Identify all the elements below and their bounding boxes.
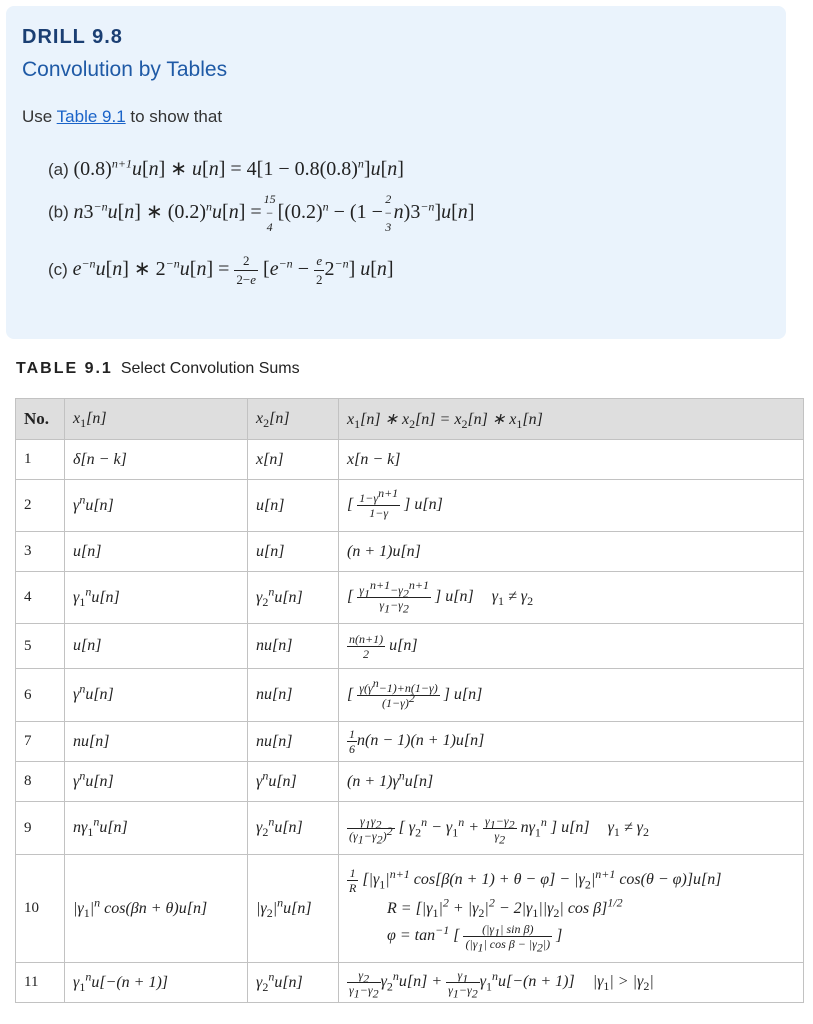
part-c bbox=[48, 252, 394, 289]
table-row bbox=[16, 440, 804, 480]
part-c-label: (c) bbox=[48, 260, 68, 280]
x1-cell: u[n] bbox=[65, 624, 248, 669]
x1-cell: $\gamma_1^nu[-(n + 1)]$ bbox=[65, 963, 248, 1003]
x1-cell: u[n] bbox=[65, 532, 248, 572]
drill-label: DRILL 9.8 bbox=[22, 26, 123, 48]
x1-cell: nu[n] bbox=[65, 722, 248, 762]
table-row bbox=[16, 669, 804, 722]
x1-cell: $\gamma^nu[n]$ bbox=[65, 480, 248, 532]
x1-cell: $n\gamma_1^nu[n]$ bbox=[65, 802, 248, 855]
x2-cell: x[n] bbox=[248, 440, 339, 480]
header-x2: $x_2[n]$ bbox=[248, 399, 339, 440]
header-conv: $x_1[n]$ ∗ $x_2[n] = x_2[n]$ ∗ $x_1[n]$ bbox=[339, 399, 804, 440]
header-x1: $x_1[n]$ bbox=[65, 399, 248, 440]
result-cell: (n + 1)u[n] bbox=[339, 532, 804, 572]
x2-cell: $\gamma_2^nu[n]$ bbox=[248, 963, 339, 1003]
row-number: 1 bbox=[16, 440, 65, 480]
part-b-equation: $n3^{-n}u[n]$ ∗ $(0.2)^nu[n]$ = 15 − 4 [$(0.2)^n - (1$ − 2 − 3 $n)3^{-n}]u[n]$ bbox=[73, 192, 475, 234]
x2-cell: nu[n] bbox=[248, 669, 339, 722]
result-cell: $(n + 1)\gamma^nu[n]$ bbox=[339, 762, 804, 802]
x2-cell: nu[n] bbox=[248, 624, 339, 669]
x2-cell: nu[n] bbox=[248, 722, 339, 762]
x1-cell: $\gamma^nu[n]$ bbox=[65, 762, 248, 802]
x2-cell: $\gamma_2^nu[n]$ bbox=[248, 572, 339, 624]
intro-suffix: to show that bbox=[125, 107, 223, 126]
row-number: 10 bbox=[16, 855, 65, 963]
result-cell: $\frac{n(n+1)}{2}$ u[n] bbox=[339, 624, 804, 669]
part-c-equation: $e^{-n}u[n]$ ∗ $2^{-n}u[n]$ = $\frac{2}{2-e}$ [$e^{-n}$ − $\frac{e}{2}$ $2^{-n}$] u[n] bbox=[72, 253, 394, 287]
result-cell: $\frac{\gamma_1\gamma_2}{(\gamma_1-\gamma_2)^2}$ [ $\gamma_2^n - \gamma_1^n$ + $\frac{\gamma_1-\gamma_2}{\gamma_2}$ $n\gamma_1^n$ ] u[n] $\gamma_1 \ne \gamma_2$ bbox=[339, 802, 804, 855]
table-row bbox=[16, 963, 804, 1003]
row-number: 9 bbox=[16, 802, 65, 855]
table-caption bbox=[16, 360, 300, 378]
result-cell: $\frac{\gamma_2}{\gamma_1-\gamma_2}$ $\gamma_2^nu[n]$ + $\frac{\gamma_1}{\gamma_1-\gamma_2}$ $\gamma_1^nu[-(n + 1)] |\gamma_1| > |\gamma_2|$ bbox=[339, 963, 804, 1003]
table-row bbox=[16, 855, 804, 963]
row-number: 6 bbox=[16, 669, 65, 722]
part-a-label: (a) bbox=[48, 160, 69, 179]
row-number: 7 bbox=[16, 722, 65, 762]
drill-intro bbox=[22, 107, 222, 127]
x1-cell: $|\gamma_1|^n$ cos(βn + θ)u[n] bbox=[65, 855, 248, 963]
row-number: 2 bbox=[16, 480, 65, 532]
table-row bbox=[16, 762, 804, 802]
convolution-table bbox=[15, 398, 804, 1003]
x2-cell: $\gamma_2^nu[n]$ bbox=[248, 802, 339, 855]
row-number: 4 bbox=[16, 572, 65, 624]
drill-title: Convolution by Tables bbox=[22, 58, 228, 81]
x1-cell: δ[n − k] bbox=[65, 440, 248, 480]
drill-box bbox=[6, 6, 786, 339]
table-row bbox=[16, 802, 804, 855]
x2-cell: u[n] bbox=[248, 532, 339, 572]
header-no: No. bbox=[16, 399, 65, 440]
row-number: 3 bbox=[16, 532, 65, 572]
table-row bbox=[16, 572, 804, 624]
table-row bbox=[16, 532, 804, 572]
table-title: Select Convolution Sums bbox=[120, 360, 300, 377]
x2-cell: u[n] bbox=[248, 480, 339, 532]
table-row bbox=[16, 624, 804, 669]
row-number: 8 bbox=[16, 762, 65, 802]
x1-cell: $\gamma_1^nu[n]$ bbox=[65, 572, 248, 624]
row-number: 11 bbox=[16, 963, 65, 1003]
row-number: 5 bbox=[16, 624, 65, 669]
x1-cell: $\gamma^nu[n]$ bbox=[65, 669, 248, 722]
intro-prefix: Use bbox=[22, 107, 57, 126]
x2-cell: $\gamma^nu[n]$ bbox=[248, 762, 339, 802]
x2-cell: $|\gamma_2|^nu[n]$ bbox=[248, 855, 339, 963]
part-a bbox=[48, 156, 404, 181]
table-row bbox=[16, 480, 804, 532]
result-cell: [ $\frac{\gamma(\gamma^n-1)+n(1-\gamma)}{(1-\gamma)^2}$ ] u[n] bbox=[339, 669, 804, 722]
result-cell: $\frac{1}{6}$ n(n − 1)(n + 1)u[n] bbox=[339, 722, 804, 762]
result-cell: [ $\frac{1-\gamma^{n+1}}{1-\gamma}$ ] u[n] bbox=[339, 480, 804, 532]
result-cell: x[n − k] bbox=[339, 440, 804, 480]
table-row bbox=[16, 722, 804, 762]
table-header-row bbox=[16, 399, 804, 440]
result-cell: [ $\frac{\gamma_1^{n+1}-\gamma_2^{n+1}}{\gamma_1-\gamma_2}$ ] u[n] $\gamma_1 \ne \gamma_2$ bbox=[339, 572, 804, 624]
result-cell: $\frac{1}{R}$ [$|\gamma_1|^{n+1}$ $\cos[\beta(n + 1) + \theta - \varphi] - |\gamma_2|^{n+1}$ cos(θ − φ)]u[n] $R = [|\gamma_1|^2 + |\gamma_2|^2 - 2|\gamma_1||\gamma_2|$ cos β]$^{1/2}$ $\varphi = \tan^{-1}$ [ $\frac{(|\gamma_1| \sin \beta)}{(|\gamma_1| \cos \beta - |\gamma_2|)}$ ] bbox=[339, 855, 804, 963]
table-label: TABLE 9.1 bbox=[16, 360, 113, 377]
part-b-label: (b) bbox=[48, 202, 69, 222]
table-link[interactable]: Table 9.1 bbox=[56, 107, 126, 126]
part-b bbox=[48, 192, 474, 234]
part-a-equation: $(0.8)^{n+1}u[n]$ ∗ $u[n] = 4[1 - 0.8(0.8)^n]u[n]$ bbox=[73, 156, 404, 180]
